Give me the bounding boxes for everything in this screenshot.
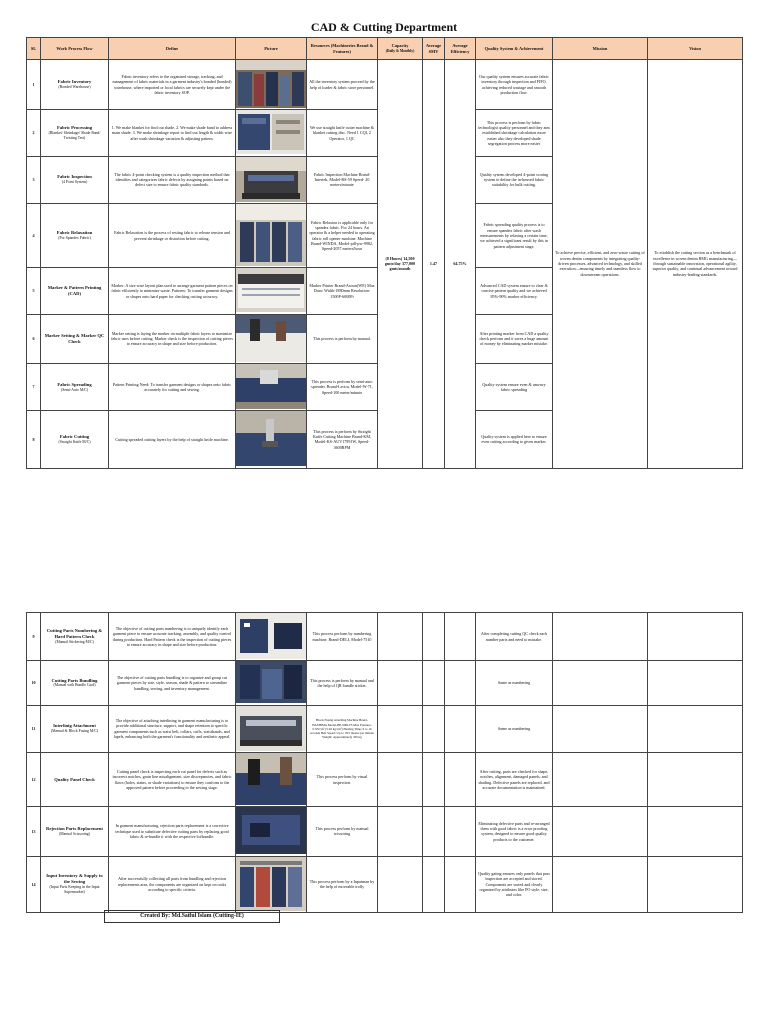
row-sl: 9 [27,613,41,661]
table-row [27,60,743,110]
row-quality: Eliminating defective parts and re-arranged them with good fabric is a error proofing system, designed to ensure good quality products to the customer. [476,807,553,856]
row-resources: This process is perform by Straight Knife Cutting Machine Brand-KM, Model-KS-AUV17991W, Speed-3600RPM [307,411,378,468]
row-picture [236,807,307,856]
panel-check-photo [236,753,306,805]
row-sl: 10 [27,661,41,705]
avg-efficiency-value: 64.75% [445,60,476,469]
row-sl: 1 [27,60,41,110]
process-name: Input Inventory & Supply to the Sewing [46,873,103,885]
row-define: Cutting panel check is inspecting each cut panel for defects such as incorrect notches, grain line misalignment, size discrepancies, and fabric flaws (holes, stains, or shade variations) to ensure they conform to the approved pattern before proceeding to the sewing stage. [109,752,236,806]
row-sl: 8 [27,411,41,468]
fabric-processing-photo [236,110,306,154]
row-picture [236,856,307,912]
row-define: 1. We make blanket for find out shade. 2. We make shade band to address main shade. 3. We make shrinkage report to find out length & width wise after wash shrinkage variation & adjusting pattern. [109,110,236,156]
row-resources: This process perform by manual scissoring [307,807,378,856]
row-define: After successfully collecting all parts from bundling and rejection replacements area, the components are organized on kept on racks according to specific criteria. [109,856,236,912]
row-quality: This process is perform by fabric technologist quality personnel and they aim established shrinkage calculation more easier also they developed shade segregation process more easier [476,110,553,156]
header-process: Work Process Flow [41,38,109,60]
empty-cell [423,807,445,856]
fabric-inspection-photo [236,157,306,202]
row-process [41,856,109,912]
empty-cell [378,705,423,752]
row-quality: Quality system ensure even & unwavy fabric spreading [476,363,553,410]
process-sub: (Manual Scissoring) [59,831,90,836]
process-name: Fabric Cutting [59,433,90,439]
empty-cell [648,752,743,806]
row-process [41,411,109,468]
row-resources: This process perform by visual inspection. [307,752,378,806]
empty-cell [445,613,476,661]
empty-cell [648,856,743,912]
process-name: Rejection Parts Replacement [46,825,103,831]
empty-cell [423,613,445,661]
process-name: Interlinig Attachment [53,723,96,729]
process-sub: (Manual with Bundle Card) [53,683,96,688]
process-name: Quality Panel Check [54,776,95,782]
row-sl: 7 [27,363,41,410]
row-quality: Advanced CAD system ensure to clear & concise pattern quality and we achieved 85%-90% marker efficiency. [476,268,553,314]
created-by-credit: Created By: Md.Saiful Islam (Cutting-IE) [104,910,280,923]
process-sub: (For Spandex Fabric) [58,236,91,241]
row-quality: Same as numbering [476,705,553,752]
process-table-2 [26,612,743,913]
row-process [41,268,109,314]
row-picture [236,363,307,410]
table-row [27,661,743,705]
row-sl: 14 [27,856,41,912]
process-name: Marker & Pattern Printing (CAD) [47,284,102,296]
rejection-replacement-photo [236,807,306,854]
fabric-cutting-photo [236,411,306,466]
header-vision: Vision [648,38,743,60]
empty-cell [553,807,648,856]
row-picture [236,314,307,363]
header-capacity-sub: (Daily & Monthly) [385,49,415,54]
empty-cell [445,661,476,705]
empty-cell [648,705,743,752]
row-picture [236,60,307,110]
row-picture [236,613,307,661]
row-picture [236,268,307,314]
row-process [41,661,109,705]
row-process [41,314,109,363]
row-resources: This process perform by numbering machine. Brand-DELI, Model-7510 [307,613,378,661]
process-name: Fabric Spreading [57,381,92,387]
fabric-relaxation-photo [236,204,306,266]
header-sl: SL [27,38,41,60]
process-sub: (4 Point System) [61,180,88,185]
row-define: The objective of attaching interlining in garment manufacturing is to provide additional structure, support, and shape retention to specific garment components such as waist belt, collars, cuffs, waistbands, and lapels, enhancing both the garment's functionality and aesthetic appeal. [109,705,236,752]
process-sub: (Manual Stickering M/C) [55,640,94,645]
empty-cell [378,752,423,806]
row-resources: All the inventory system proceed by the help of loader & fabric store personnel. [307,60,378,110]
row-quality: After printing marker from CAD a quality check perform and it saves a huge amount of money by eliminating marker mistake. [476,314,553,363]
row-quality: Same as numbering [476,661,553,705]
process-name: Fabric Inventory [57,79,92,85]
table-row [27,856,743,912]
row-picture [236,661,307,705]
row-process [41,110,109,156]
process-name: Marker Setting & Marker QC Check [44,332,105,344]
empty-cell [423,661,445,705]
empty-cell [648,661,743,705]
header-row [27,38,743,60]
empty-cell [553,705,648,752]
row-resources: Fabric Relaxion is applicable only for spandex fabric. For 24 hours. An operator & a helper needed to operating fabric roll opener machine. Machine Brand-WINDA, Model-pill-pw-9982, Speed-2057 meters/hour [307,203,378,267]
row-sl: 11 [27,705,41,752]
process-name: Cutting Parts Numbering & Hard Pattern Check [46,628,103,640]
fabric-spreading-photo [236,364,306,409]
row-sl: 13 [27,807,41,856]
header-quality: Quality System & Achievement [476,38,553,60]
row-picture [236,203,307,267]
row-define: Marker setting is laying the marker on multiple fabric layers to maximize fabric uses before cutting. Marker check is the inspection of cutting pieces to ensure accuracy in shape and size before production. [109,314,236,363]
row-quality: Quality gating ensures only panels that pass inspection are accepted and stored. Components are sorted and clearly organized by attributes like PO style, size, and color. [476,856,553,912]
row-resources: This process is perform by manual and the help of QR bundle sticker. [307,661,378,705]
process-name: Fabric Processing [56,125,92,131]
row-picture [236,411,307,468]
process-name: Fabric Relaxation [56,230,93,236]
header-capacity-label: Capacity [391,43,409,49]
header-mission: Mission [553,38,648,60]
page-title: CAD & Cutting Department [310,20,458,34]
row-process [41,807,109,856]
row-resources: We use straight knife cutter machine & blanket cutting disc. Need 1 CQI, 2 Operator, 1 QC [307,110,378,156]
fusing-machine-photo [236,706,306,751]
fabric-warehouse-photo [236,60,306,108]
row-resources: Fabric Inspection Machine Brand-Intertek, Model-RS-59 Speed- 20 meters/minute [307,156,378,203]
row-picture [236,110,307,156]
vision-text: To establish the cutting section as a benchmark of excellence in woven denim RMG manufacturing—through sustainable innovation, operational agility, superior quality, and continual advancement toward industry-leading standards. [648,60,743,469]
header-define: Define [109,38,236,60]
header-picture: Picture [236,38,307,60]
empty-cell [445,752,476,806]
row-resources: This process is perform by manual. [307,314,378,363]
empty-cell [553,661,648,705]
process-sub: (Input Parts Keeping in the Input Supermarket) [49,885,100,895]
header-smv: Average SMV [423,38,445,60]
empty-cell [423,856,445,912]
row-picture [236,752,307,806]
row-resources: This process perform by a Inputman by the help of moveable trolly [307,856,378,912]
mission-text: To achieve precise, efficient, and zero-waste cutting of woven denim components by integrating quality-driven processes, advanced technology, and skilled execution—ensuring timely and seamless flow to downstream operations. [553,60,648,469]
row-sl: 6 [27,314,41,363]
header-resources: Resources (Machineries Brand & Features) [307,38,378,60]
process-name: Fabric Inspection [57,174,92,180]
empty-cell [445,705,476,752]
process-sub: (Semi-Auto M/C) [60,387,89,392]
empty-cell [378,807,423,856]
row-quality: Our quality system ensures accurate fabric inventory through inspection and FIFO, achieving reduced wastage and smooth production flow. [476,60,553,110]
empty-cell [553,856,648,912]
row-sl: 12 [27,752,41,806]
row-process [41,60,109,110]
empty-cell [648,613,743,661]
input-inventory-photo [236,857,306,911]
marker-setting-photo [236,315,306,362]
header-efficiency: Average Efficiency [445,38,476,60]
row-picture [236,705,307,752]
row-quality: Fabric spreading quality process is to ensure spandex fabric after wash measurements by relaxing a certain time, we achieved a significant result by this in pattern adjustment stage. [476,203,553,267]
parts-numbering-photo [236,613,306,659]
table-row [27,807,743,856]
parts-bundling-photo [236,661,306,703]
empty-cell [445,856,476,912]
row-define: Pattern Printing Need: To transfer garment designs or shapes onto fabric accurately for cutting and sewing. [109,363,236,410]
empty-cell [378,661,423,705]
row-process [41,156,109,203]
row-define: The objective of cutting parts numbering is to uniquely identify each garment piece to ensure accurate tracking, assembly, and quality control during production. Hard Pattern check is the inspection of cutting pieces to ensure accuracy in shape and size before production. [109,613,236,661]
row-sl: 2 [27,110,41,156]
empty-cell [423,705,445,752]
row-resources: Marker Printer Brand-Astron(WE) Max Draw Width-1880mm Resolution-1500P-6000Pt [307,268,378,314]
row-process [41,203,109,267]
row-define: Marker: A size wise layout plan used to arrange garment pattern pieces on fabric efficiently to minimize waste. Patterns: To transfer garment designs or shapes onto hard paper for checking cutting accuracy. [109,268,236,314]
table-row [27,705,743,752]
row-process [41,613,109,661]
avg-smv-value: 1.47 [423,60,445,469]
empty-cell [423,752,445,806]
empty-cell [445,807,476,856]
row-define: Cutting spreaded cutting layers by the help of straight knife machine. [109,411,236,468]
row-quality: After cutting, parts are checked for shape, notches, alignment, damaged panels, and shading. Defective panels are replaced, and accurate documentation is maintained. [476,752,553,806]
row-define: The fabric 4-point checking system is a quality inspection method that identifies and categorizes fabric defects by assigning points based on defect size to ensure fabric quality standards. [109,156,236,203]
capacity-cell: (8 Hours) 14,500 gmts/day 377,000 gmts/month [378,60,423,469]
process-sub: (Straight Knife M/C) [58,439,91,444]
row-define: The objective of cutting parts bundling is to organize and group cut garment pieces by size, style, season, shade & pattern to streamline handling, sewing, and inventory management. [109,661,236,705]
process-sub: (Manual & Block Fusing M/C) [50,729,99,734]
row-quality: Quality system developed 4-point scoring system to define the in-housed fabric suitability for bulk cutting. [476,156,553,203]
process-name: Cutting Parts Bundling [51,677,98,683]
row-resources: Block Fusing Attaching Machine Brand-HASHIMA Model-HP-900LFS Max Pressure-0.5N/cm² (5.02 kg/cm²) Heating Time: 6 to 10 seconds Belt Speed: Up to 18.5 meters per minute Weight: Approximately 450 kg [307,705,378,752]
row-sl: 4 [27,203,41,267]
header-capacity [378,38,423,60]
row-define: Fabric inventory refers to the organized storage, tracking, and management of fabric materials in a garment industry's bonded (bonded) warehouse, where imported or local fabrics are securely kept under the fabric inventory SOP. [109,60,236,110]
table-row [27,752,743,806]
marker-printer-photo [236,268,306,312]
row-sl: 5 [27,268,41,314]
row-process [41,363,109,410]
row-define: Fabric Relaxation is the process of resting fabric to release tension and prevent shrinkage or distortion before cutting. [109,203,236,267]
table-row [27,613,743,661]
row-process [41,705,109,752]
process-table-1 [26,37,743,469]
empty-cell [553,752,648,806]
row-resources: This process is perform by semi-auto spreader. Brand-Lectra, Model-W-71, Speed-100 meter/minute [307,363,378,410]
empty-cell [378,856,423,912]
process-sub: (Blanket/ Shrinkage/ Shade Band/ Twisting Test) [48,131,101,140]
row-sl: 3 [27,156,41,203]
empty-cell [648,807,743,856]
empty-cell [378,613,423,661]
row-quality: After completing cutting QC check each number parts and need to mistake. [476,613,553,661]
row-quality: Quality system is applied here to ensure even cutting according to given marker. [476,411,553,468]
empty-cell [553,613,648,661]
row-process [41,752,109,806]
row-picture [236,156,307,203]
row-define: In garment manufacturing, rejection parts replacement is a corrective technique used to substitute defective cutting parts by replacing good fabric & re-bundle it with the respective lot/bundle. [109,807,236,856]
process-sub: (Bonded Warehouse) [58,85,91,90]
